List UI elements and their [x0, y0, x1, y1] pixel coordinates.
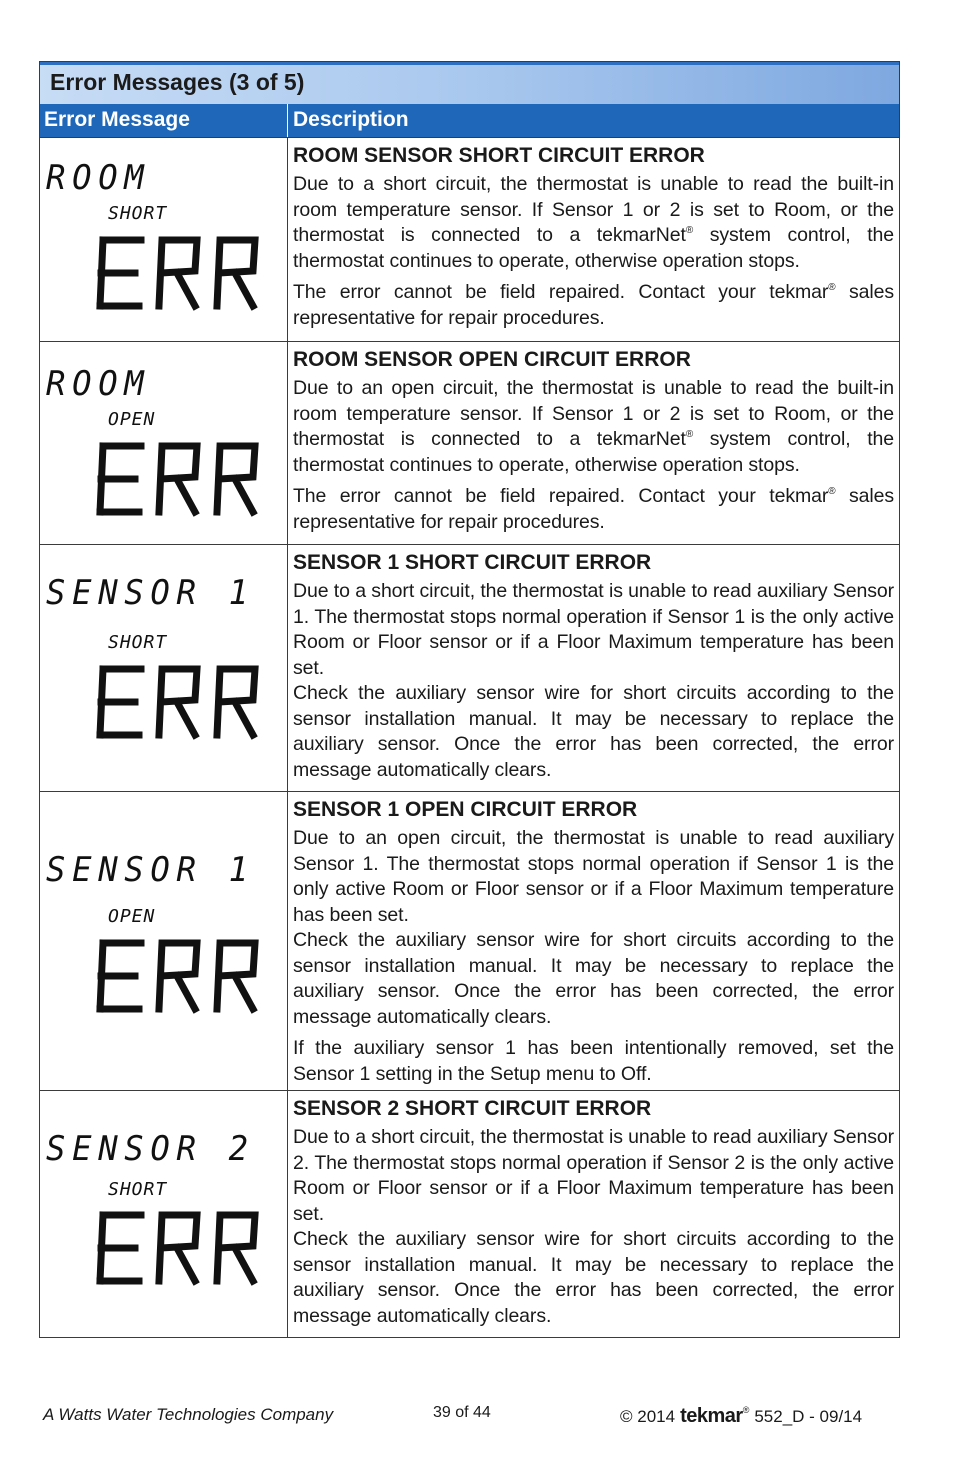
error-heading: SENSOR 2 SHORT CIRCUIT ERROR	[293, 1097, 652, 1120]
lcd-sub-text: OPEN	[108, 906, 156, 927]
lcd-sub-text: SHORT	[108, 632, 168, 653]
lcd-top-text: ROOM	[46, 158, 151, 198]
lcd-top-text: SENSOR 1	[46, 850, 255, 890]
footer-doc-code: 552_D - 09/14	[754, 1407, 863, 1426]
table-row	[40, 544, 899, 791]
footer-page-number: 39 of 44	[433, 1404, 491, 1421]
lcd-sub-text: SHORT	[108, 1179, 168, 1200]
footer-copyright-block	[620, 1405, 862, 1428]
description-paragraph: Due to a short circuit, the thermostat is unable to read auxiliary Sensor 1. The thermostat stops normal operation if Sensor 1 is the only active Room or Floor sensor or if a Floor Maximum temperature has been set.	[293, 580, 894, 679]
description-cell	[288, 342, 899, 544]
lcd-err-text	[95, 234, 265, 314]
footer-copyright: © 2014	[620, 1407, 676, 1426]
lcd-display	[40, 342, 288, 544]
description-paragraph: Check the auxiliary sensor wire for short circuits according to the sensor installation manual. It may be necessary to replace the auxiliary sensor. Once the error has been corrected, the error message automatically clears.	[293, 929, 894, 1028]
lcd-err-text	[95, 1209, 265, 1289]
brand-logo: tekmar®	[680, 1405, 750, 1427]
description-paragraph: The error cannot be field repaired. Contact your tekmar® sales representative for repair procedures.	[293, 281, 894, 329]
error-heading: SENSOR 1 SHORT CIRCUIT ERROR	[293, 551, 652, 574]
column-headers	[40, 104, 899, 137]
error-messages-table	[39, 61, 900, 1338]
lcd-top-text: ROOM	[46, 364, 151, 404]
lcd-sub-text: SHORT	[108, 203, 168, 224]
lcd-display	[40, 545, 288, 791]
description-paragraph: Check the auxiliary sensor wire for short circuits according to the sensor installation manual. It may be necessary to replace the auxiliary sensor. Once the error has been corrected, the error message automatically clears.	[293, 1228, 894, 1327]
lcd-display	[40, 792, 288, 1090]
table-title: Error Messages (3 of 5)	[40, 62, 899, 104]
lcd-sub-text: OPEN	[108, 409, 156, 430]
column-header-description: Description	[293, 108, 409, 131]
error-heading: SENSOR 1 OPEN CIRCUIT ERROR	[293, 798, 638, 821]
description-cell	[288, 1091, 899, 1337]
footer-company: A Watts Water Technologies Company	[43, 1405, 334, 1424]
table-row	[40, 341, 899, 544]
lcd-display	[40, 138, 288, 341]
description-cell	[288, 138, 899, 341]
description-paragraph: The error cannot be field repaired. Contact your tekmar® sales representative for repair procedures.	[293, 485, 894, 533]
description-paragraph: Due to an open circuit, the thermostat is unable to read the built-in room temperature sensor. If Sensor 1 or 2 is set to Room, or the thermostat is connected to a tekmarNet® system control, the thermostat continues to operate, otherwise operation stops.	[293, 377, 894, 476]
table-row	[40, 137, 899, 341]
error-heading: ROOM SENSOR OPEN CIRCUIT ERROR	[293, 348, 691, 371]
lcd-err-text	[95, 663, 265, 743]
description-paragraph: Due to a short circuit, the thermostat is unable to read auxiliary Sensor 2. The thermostat stops normal operation if Sensor 2 is the only active Room or Floor sensor or if a Floor Maximum temperature has been set.	[293, 1126, 894, 1225]
description-cell	[288, 545, 899, 791]
error-heading: ROOM SENSOR SHORT CIRCUIT ERROR	[293, 144, 705, 167]
description-paragraph: Check the auxiliary sensor wire for short circuits according to the sensor installation manual. It may be necessary to replace the auxiliary sensor. Once the error has been corrected, the error message automatically clears.	[293, 682, 894, 781]
description-paragraph: If the auxiliary sensor 1 has been intentionally removed, set the Sensor 1 setting in the Setup menu to Off.	[293, 1037, 894, 1085]
lcd-display	[40, 1091, 288, 1337]
description-paragraph: Due to an open circuit, the thermostat is unable to read auxiliary Sensor 1. The thermostat stops normal operation if Sensor 1 is the only active Room or Floor sensor or if a Floor Maximum temperature has been set.	[293, 827, 894, 926]
table-row	[40, 1090, 899, 1337]
description-paragraph: Due to a short circuit, the thermostat is unable to read the built-in room temperature sensor. If Sensor 1 or 2 is set to Room, or the thermostat is connected to a tekmarNet® system control, the thermostat continues to operate, otherwise operation stops.	[293, 173, 894, 272]
lcd-top-text: SENSOR 2	[46, 1129, 255, 1169]
description-cell	[288, 792, 899, 1090]
lcd-err-text	[95, 937, 265, 1017]
lcd-err-text	[95, 440, 265, 520]
column-header-error-message: Error Message	[40, 104, 288, 137]
table-row	[40, 791, 899, 1090]
lcd-top-text: SENSOR 1	[46, 573, 255, 613]
